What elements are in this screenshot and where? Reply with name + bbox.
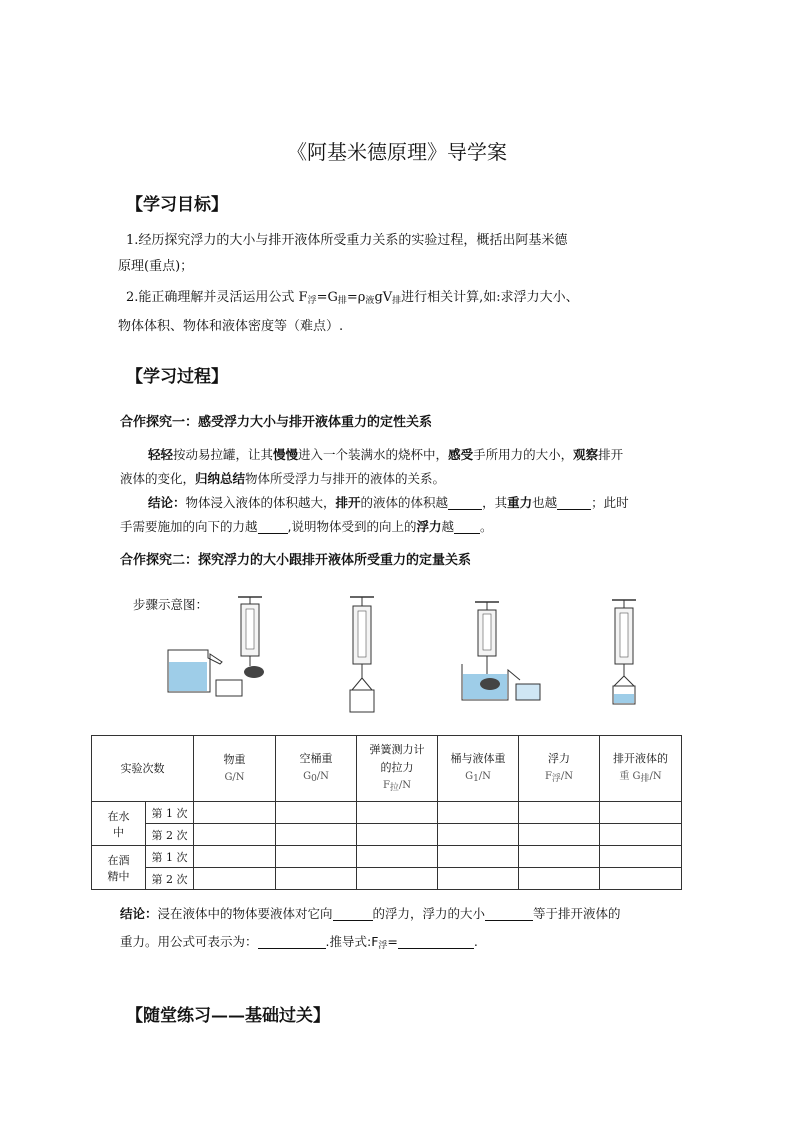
table-row: [92, 846, 682, 868]
goal-item-2-line1: 2.能正确理解并灵活运用公式 $F_浮=G_排=\rho_液gV_排$进行相关计算,如:求浮力大小、: [126, 290, 579, 306]
group-water: 在水 中: [92, 802, 146, 846]
group-alcohol: 在酒 精中: [92, 846, 146, 890]
table-cell[interactable]: [600, 868, 682, 890]
table-cell[interactable]: [276, 868, 357, 890]
steps-label: 步骤示意图：: [133, 597, 209, 612]
page-title: 《阿基米德原理》导学案: [287, 140, 507, 164]
goal-item-2-line2: 物体体积、物体和液体密度等（难点）.: [118, 319, 344, 334]
step-3-figure: [462, 602, 540, 700]
table-cell[interactable]: [357, 802, 438, 824]
goal-item-2: [118, 285, 706, 340]
goal-item-1-line2: 原理(重点)；: [118, 259, 194, 274]
table-cell[interactable]: [357, 868, 438, 890]
table-row: [92, 802, 682, 824]
blank[interactable]: [258, 519, 288, 534]
table-cell[interactable]: [600, 802, 682, 824]
table-cell[interactable]: [438, 868, 519, 890]
table-cell[interactable]: [194, 846, 276, 868]
step-2-figure: [350, 597, 374, 712]
goal-item-1-line1: 1.经历探究浮力的大小与排开液体所受重力关系的实验过程，概括出阿基米德: [126, 233, 568, 248]
blank[interactable]: [454, 519, 480, 534]
table-cell[interactable]: [438, 802, 519, 824]
blank[interactable]: [485, 906, 533, 921]
table-cell[interactable]: [357, 824, 438, 846]
step-1-figure: [168, 597, 264, 696]
header-empty-bucket: 空桶重 G0/N: [276, 736, 357, 802]
step-4-figure: [600, 596, 650, 706]
header-displaced-weight: 排开液体的 重 G排/N: [600, 736, 682, 802]
conclusion1: 结论：物体浸入液体的体积越大，排开的液体的体积越 ，其重力也越 ；此时: [148, 495, 629, 510]
header-trial-count: 实验次数: [92, 736, 194, 802]
conclusion2: 结论：浸在液体中的物体要液体对它向 的浮力，浮力的大小 等于排开液体的 重力。用公式可表示为： .推导式$:F_浮=$ .: [120, 906, 621, 951]
table-cell[interactable]: [519, 846, 600, 868]
table-cell[interactable]: [276, 802, 357, 824]
table-cell[interactable]: [438, 824, 519, 846]
goals-heading: 【学习目标】: [126, 195, 228, 215]
header-bucket-liquid: 桶与液体重 G1/N: [438, 736, 519, 802]
table-cell[interactable]: [519, 802, 600, 824]
blank[interactable]: [448, 495, 482, 510]
table-cell[interactable]: [438, 846, 519, 868]
table-cell[interactable]: [600, 824, 682, 846]
blank[interactable]: [557, 495, 591, 510]
trial-label: 第 2 次: [146, 868, 194, 890]
trial-label: 第 1 次: [146, 846, 194, 868]
explore2-title: 合作探究二：探究浮力的大小跟排开液体所受重力的定量关系: [120, 553, 472, 568]
table-row: [92, 868, 682, 890]
header-buoyancy: 浮力 F浮/N: [519, 736, 600, 802]
table-header-row: [92, 736, 682, 802]
blank[interactable]: [398, 934, 474, 949]
process-heading: 【学习过程】: [126, 367, 228, 387]
experiment-table: [91, 735, 682, 890]
header-object-weight: 物重 G/N: [194, 736, 276, 802]
explore1-title: 合作探究一：感受浮力大小与排开液体重力的定性关系: [120, 415, 433, 430]
table-cell[interactable]: [194, 868, 276, 890]
explore1-paragraph: 轻轻按动易拉罐，让其慢慢进入一个装满水的烧杯中，感受手所用力的大小，观察排开 液体的变化，归纳总结物体所受浮力与排开的液体的关系。 结论：物体浸入液体的体积越大，排开的液体的体积越 ，其重力也越 ；此时 手需要施加的向下的力越 ,说明物体受到的向上的浮力越 。: [120, 443, 690, 539]
goal-item-1: [118, 228, 686, 280]
experiment-steps-illustration: [160, 592, 580, 718]
trial-label: 第 2 次: [146, 824, 194, 846]
blank[interactable]: [258, 934, 326, 949]
trial-label: 第 1 次: [146, 802, 194, 824]
practice-heading: 【随堂练习——基础过关】: [126, 1006, 330, 1026]
table-cell[interactable]: [600, 846, 682, 868]
table-cell[interactable]: [357, 846, 438, 868]
table-cell[interactable]: [194, 802, 276, 824]
header-scale-pull: 弹簧测力计 的拉力 F拉/N: [357, 736, 438, 802]
table-row: [92, 824, 682, 846]
table-cell[interactable]: [276, 846, 357, 868]
table-cell[interactable]: [519, 868, 600, 890]
table-cell[interactable]: [194, 824, 276, 846]
table-cell[interactable]: [519, 824, 600, 846]
blank[interactable]: [333, 906, 373, 921]
table-cell[interactable]: [276, 824, 357, 846]
